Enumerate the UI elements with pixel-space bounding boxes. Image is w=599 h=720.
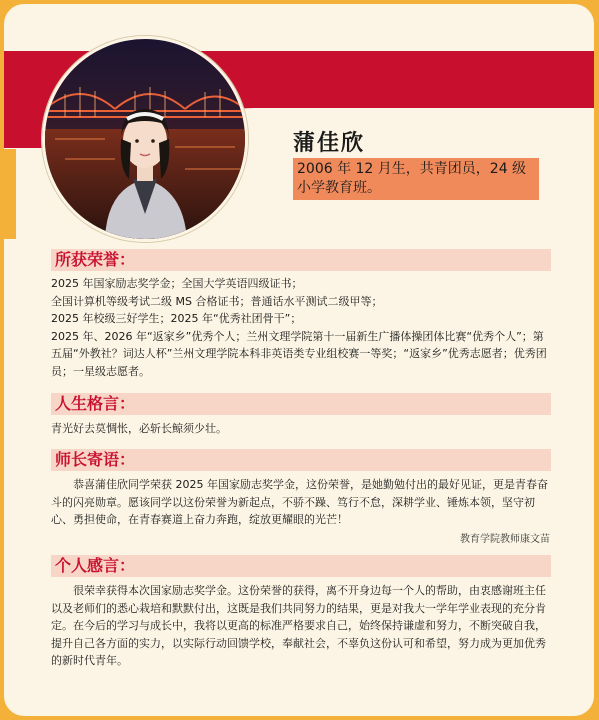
teacher-body	[51, 476, 551, 529]
teacher-title: 师长寄语：	[55, 450, 136, 469]
honors-title: 所获荣誉：	[55, 250, 136, 269]
left-accent-edge	[4, 149, 16, 239]
motto-title: 人生格言：	[55, 394, 136, 413]
honors-header	[51, 249, 551, 271]
profile-photo-illustration	[45, 39, 245, 239]
honors-line: 全国计算机等级考试二级 MS 合格证书；普通话水平测试二级甲等；	[51, 294, 383, 308]
student-name: 蒲佳欣	[293, 131, 366, 156]
profile-card	[4, 4, 594, 716]
personal-header	[51, 555, 551, 577]
teacher-signature: 教育学院教师康文苗	[460, 534, 550, 545]
honors-line: 2025 年校级三好学生；2025 年“优秀社团骨干”；	[51, 312, 302, 325]
honors-line: 2025 年国家励志奖学金；全国大学英语四级证书；	[51, 277, 303, 290]
motto-text: 青光好去莫惆怅，必斩长鲸须少壮。	[51, 422, 227, 435]
honors-line: 2025 年、2026 年“返家乡”优秀个人；兰州文理学院第十一届新生广播体操团体比赛“优秀个人”；第五届“外教社？词达人杯”兰州文理学院本科非英语类专业组校赛一等奖；“返家乡”优秀志愿者；优秀团员；一星级志愿者。	[51, 329, 547, 378]
personal-text: 很荣幸获得本次国家励志奖学金。这份荣誉的获得，离不开身边每一个人的帮助，由衷感谢班主任以及老师们的悉心栽培和默默付出，这既是我们共同努力的结果，更是对我大一学年学业表现的充分肯定。在今后的学习与成长中，我将以更高的标准严格要求自己，始终保持谦虚和努力，不断突破自我，提升自己各方面的实力，以实际行动回馈学校，奉献社会，不辜负这份认可和希望，努力成为更加优秀的新时代青年。	[51, 584, 546, 667]
teacher-header	[51, 449, 551, 471]
teacher-text: 恭喜蒲佳欣同学荣获 2025 年国家励志奖学金，这份荣誉，是她勤勉付出的最好见证，更是青春奋斗的闪亮勋章。愿该同学以这份荣誉为新起点，不骄不躁、笃行不怠，深耕学业、锤炼本领，坚守初心、勇担使命，在青春赛道上奋力奔跑，绽放更耀眼的光芒！	[51, 478, 548, 526]
profile-photo	[42, 36, 248, 242]
student-intro: 2006 年 12 月生，共青团员，24 级小学教育班。	[293, 158, 539, 200]
personal-title: 个人感言：	[55, 556, 136, 575]
honors-list	[51, 275, 551, 380]
personal-body	[51, 582, 551, 670]
motto-header	[51, 393, 551, 415]
motto-body	[51, 420, 551, 438]
